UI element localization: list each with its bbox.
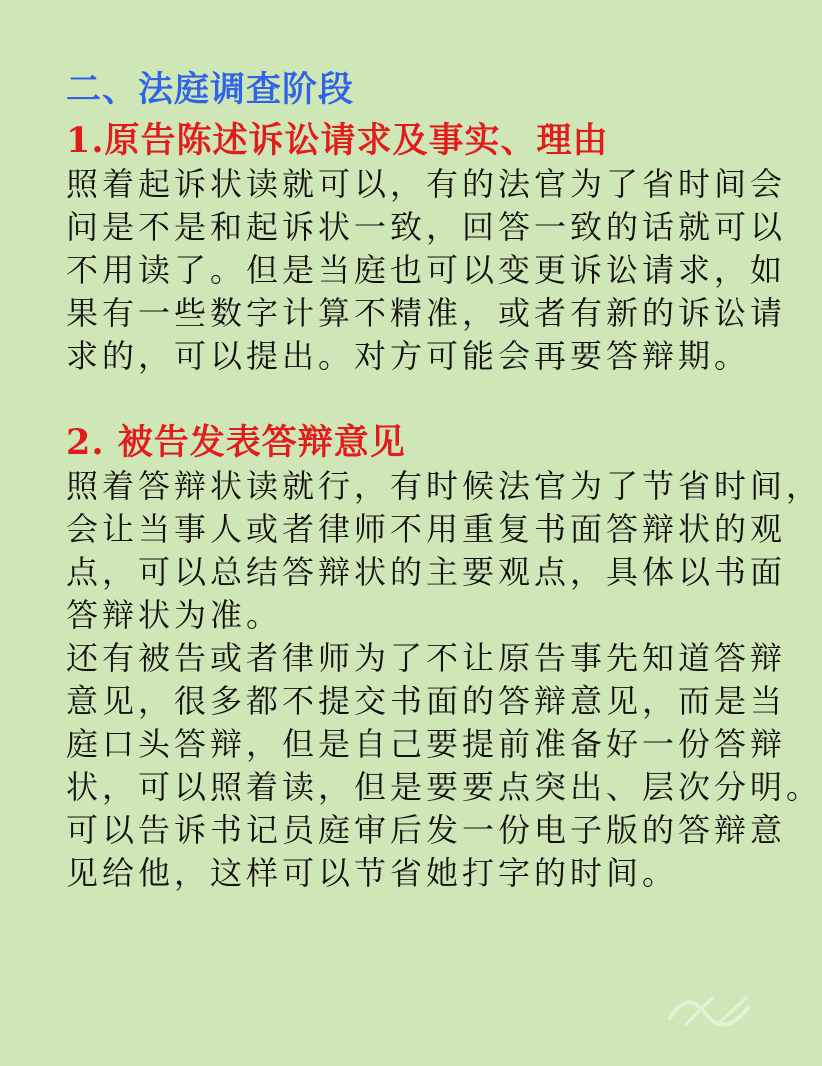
section1-line-4: 果有一些数字计算不精准，或者有新的诉讼请 (66, 294, 787, 332)
section2-line-1: 照着答辩状读就行，有时候法官为了节省时间， (66, 467, 822, 505)
section2-line-9: 可以告诉书记员庭审后发一份电子版的答辩意 (66, 811, 787, 849)
section1-line-2: 问是不是和起诉状一致，回答一致的话就可以 (66, 208, 787, 246)
document-content (66, 66, 822, 895)
section1-heading: 1.原告陈述诉讼请求及事实、理由 (66, 120, 609, 161)
section1-line-1: 照着起诉状读就可以，有的法官为了省时间会 (66, 165, 787, 203)
section2-paragraph (66, 465, 822, 895)
watermark-icon (662, 990, 772, 1032)
section2-line-10: 见给他，这样可以节省她打字的时间。 (66, 854, 679, 892)
section1-line-3: 不用读了。但是当庭也可以变更诉讼请求，如 (66, 251, 787, 289)
section1-paragraph (66, 163, 787, 378)
section2-line-2: 会让当事人或者律师不用重复书面答辩状的观 (66, 510, 787, 548)
section2-line-8: 状，可以照着读，但是要要点突出、层次分明。 (66, 768, 822, 806)
section2-line-5: 还有被告或者律师为了不让原告事先知道答辩 (66, 639, 787, 677)
spacer (66, 378, 746, 420)
section2-line-7: 庭口头答辩，但是自己要提前准备好一份答辩 (66, 725, 787, 763)
section-title: 二、法庭调查阶段 (66, 69, 355, 110)
section2-heading: 2. 被告发表答辩意见 (66, 422, 406, 463)
section2-line-3: 点，可以总结答辩状的主要观点，具体以书面 (66, 553, 787, 591)
section2-line-4: 答辩状为准。 (66, 596, 283, 634)
section1-line-5: 求的，可以提出。对方可能会再要答辩期。 (66, 337, 751, 375)
section2-line-6: 意见，很多都不提交书面的答辩意见，而是当 (66, 682, 787, 720)
